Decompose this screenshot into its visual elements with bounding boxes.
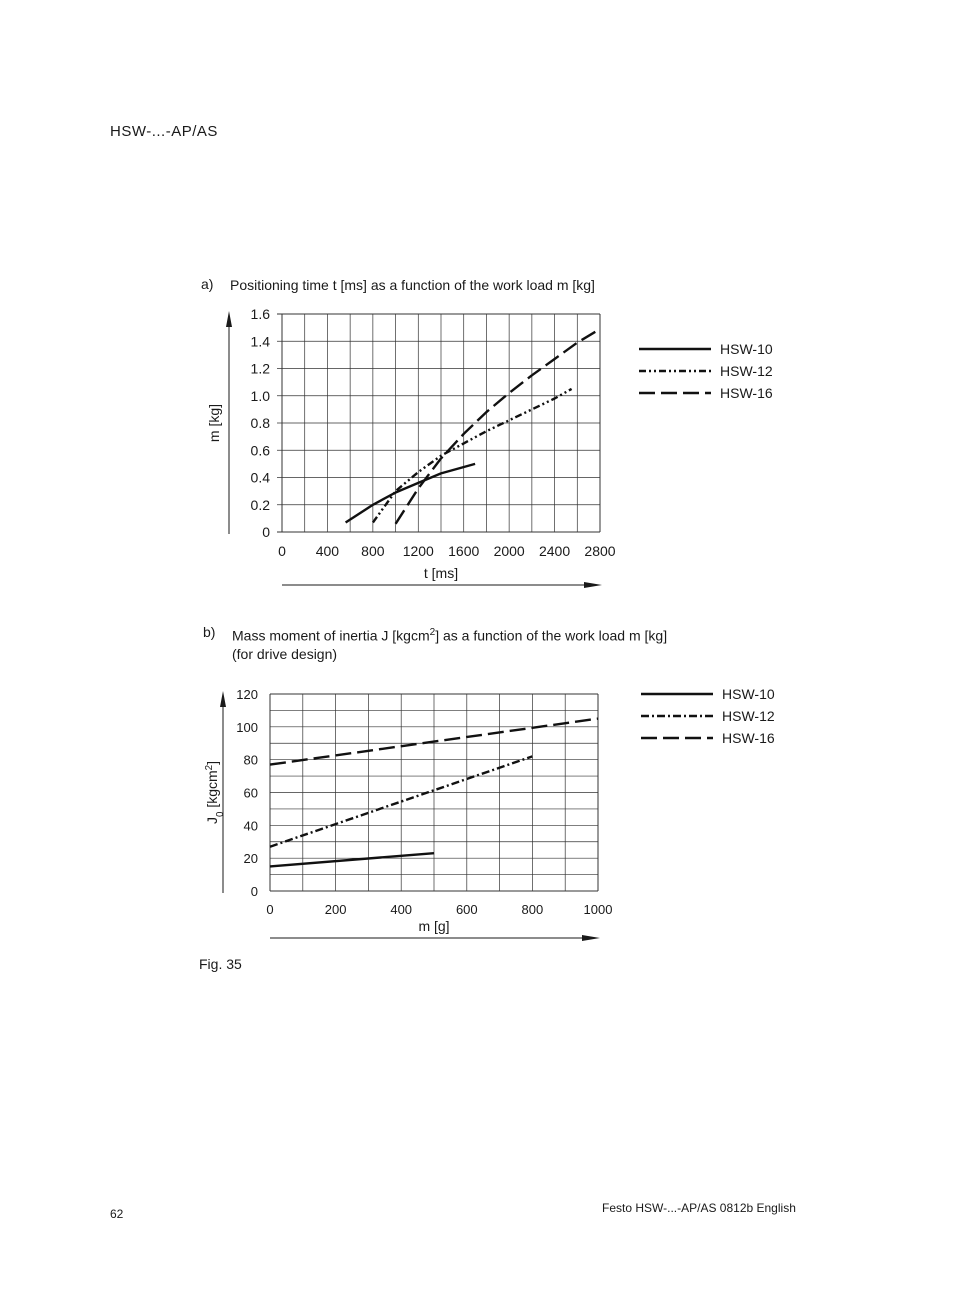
page-header-title: HSW-...-AP/AS (110, 123, 218, 140)
chart-b-x-tick-label: 200 (324, 902, 347, 917)
chart-b-x-axis-label: m [g] (418, 918, 450, 934)
chart-b-svg (0, 680, 954, 950)
chart-a-y-tick-label: 1.0 (250, 387, 270, 404)
chart-a-x-tick-label: 0 (278, 543, 286, 559)
chart-b-x-tick-label: 1000 (583, 902, 613, 917)
chart-a-series-hsw-10-line (346, 464, 476, 523)
chart-a-y-tick-label: 0.8 (250, 415, 270, 431)
chart-b-y-tick-label: 120 (236, 687, 258, 702)
chart-a-y-tick-label: 1.2 (250, 360, 270, 377)
chart-b-y-tick-label: 20 (243, 851, 258, 867)
chart-b-caption-letter: b) (203, 624, 216, 640)
chart-b-legend-label-hsw-12: HSW-12 (722, 708, 775, 724)
chart-b-y-tick-label: 100 (236, 719, 258, 735)
page-number: 62 (110, 1207, 124, 1221)
chart-b-x-tick-label: 400 (390, 902, 413, 917)
chart-a-y-tick-label: 0.4 (250, 469, 270, 486)
chart-a-svg (0, 300, 954, 600)
chart-b-caption (232, 624, 667, 663)
chart-a-y-axis-label: m [kg] (206, 403, 222, 443)
chart-b-x-arrow-head (582, 935, 600, 941)
chart-b-y-tick-label: 40 (243, 818, 258, 834)
chart-b-x-tick-label: 600 (455, 902, 478, 917)
chart-b-x-tick-label: 800 (521, 902, 544, 917)
chart-a-y-tick-label: 0.2 (250, 496, 270, 513)
chart-a-legend-label-hsw-16: HSW-16 (720, 385, 773, 401)
chart-a-y-tick-label: 1.4 (250, 333, 270, 350)
chart-a-caption-letter: a) (201, 276, 214, 292)
chart-a-x-axis-label: t [ms] (423, 565, 459, 581)
footer-text: Festo HSW-...-AP/AS 0812b English (602, 1201, 796, 1215)
figure-label: Fig. 35 (199, 956, 242, 972)
chart-b-legend-label-hsw-10: HSW-10 (722, 686, 775, 702)
chart-b-y-tick-label: 0 (250, 884, 258, 899)
chart-a-series-hsw-12-line (373, 389, 572, 523)
chart-a-x-arrow-head (584, 582, 602, 588)
chart-b-series-hsw-10-line (270, 853, 434, 866)
chart-b-caption-line2: (for drive design) (232, 645, 338, 662)
chart-a-y-tick-label: 1.6 (250, 306, 270, 322)
chart-a-y-arrow-head (226, 311, 232, 327)
chart-b-x-tick-label: 0 (266, 902, 274, 917)
chart-b-y-tick-label: 60 (243, 785, 258, 801)
chart-a-x-tick-label: 400 (315, 543, 340, 559)
chart-a-y-tick-label: 0.6 (250, 442, 270, 459)
chart-a-x-tick-label: 2800 (584, 543, 616, 559)
chart-a-legend-label-hsw-10: HSW-10 (720, 341, 773, 357)
chart-a-legend-label-hsw-12: HSW-12 (720, 363, 773, 379)
chart-a-x-tick-label: 800 (361, 543, 385, 559)
chart-b-y-arrow-head (220, 691, 226, 707)
chart-b-legend-label-hsw-16: HSW-16 (722, 730, 775, 746)
chart-a-x-tick-label: 1200 (402, 543, 434, 559)
chart-a-y-tick-label: 0 (262, 524, 270, 540)
chart-b-y-tick-label: 80 (243, 752, 258, 768)
chart-b-caption-line1: Mass moment of inertia J [kgcm$^2$] as a function of the work load m [kg] (232, 627, 668, 644)
chart-a-x-tick-label: 2400 (538, 543, 571, 559)
chart-a-x-tick-label: 2000 (493, 543, 525, 559)
chart-a-x-tick-label: 1600 (448, 543, 480, 559)
chart-b-y-axis-label: $J_0$ [kgcm$^2$] (203, 760, 226, 825)
chart-a-caption: Positioning time t [ms] as a function of the work load m [kg] (230, 277, 595, 293)
